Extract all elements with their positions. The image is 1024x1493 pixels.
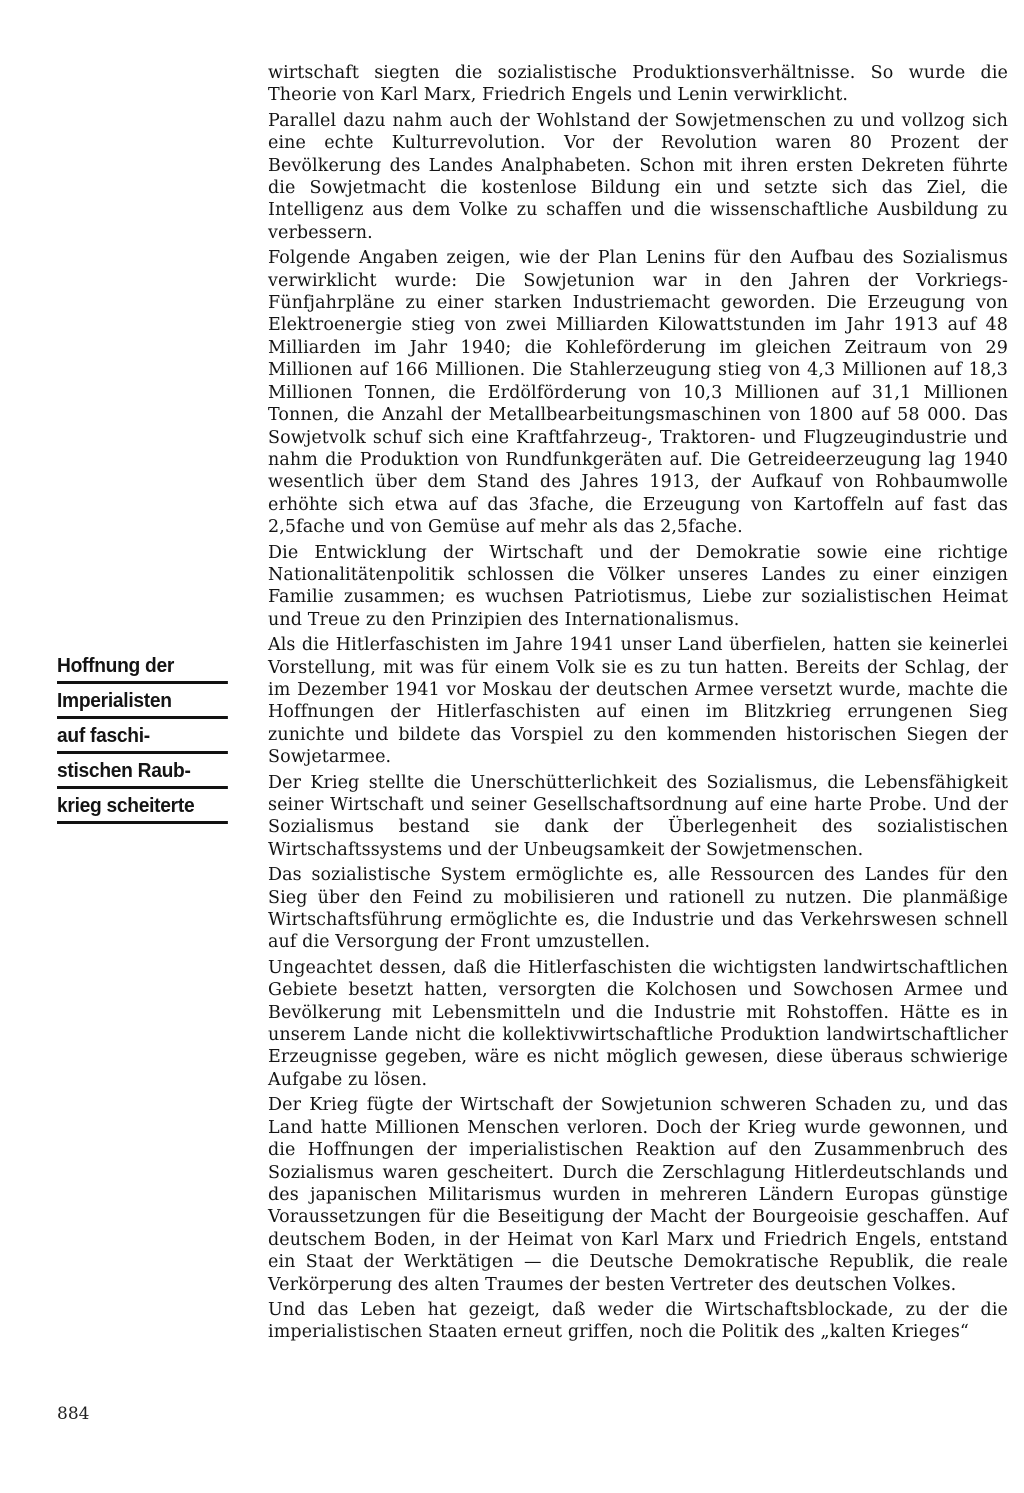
- body-paragraph: Der Krieg stellte die Unerschütterlichkeit des Sozialismus, die Lebensfähigkeit seiner Wirtschaft und seiner Gesellschaftsordnung auf eine harte Probe. Und der Sozialismus bestand sie dank der Überlegenheit des sozialistischen Wirtschaftssystems und der Unbeugsamkeit der Sowjetmenschen.: [268, 772, 1008, 860]
- margin-heading-line: Imperialisten: [57, 689, 228, 719]
- body-paragraph: wirtschaft siegten die sozialistische Produktionsverhältnisse. So wurde die Theorie von Karl Marx, Friedrich Engels und Lenin verwirklicht.: [268, 63, 1008, 106]
- page-number: 884: [57, 1404, 90, 1424]
- margin-heading-line: Hoffnung der: [57, 654, 228, 684]
- body-paragraph: Ungeachtet dessen, daß die Hitlerfaschisten die wichtigsten landwirtschaftlichen Gebiete besetzt hatten, versorgten die Kolchosen und Sowchosen Armee und Bevölkerung mit Lebensmitteln und die Industrie mit Rohstoffen. Hätte es in unserem Lande nicht die kollektivwirtschaftliche Produktion landwirtschaftlicher Erzeugnisse gegeben, wäre es nicht möglich gewesen, diese überaus schwierige Aufgabe zu lösen.: [268, 957, 1008, 1090]
- body-paragraph: Als die Hitlerfaschisten im Jahre 1941 unser Land überfielen, hatten sie keinerlei Vorstellung, mit was für einem Volk sie es zu tun hatten. Bereits der Schlag, der im Dezember 1941 vor Moskau der deutschen Armee versetzt wurde, machte die Hoffnungen der Hitlerfaschisten auf einen im Blitzkrieg errungenen Sieg zunichte und bildete das Vorspiel zu den kommenden historischen Siegen der Sowjetarmee.: [268, 635, 1008, 768]
- margin-heading-line: auf faschi-: [57, 724, 228, 754]
- body-text-column: [268, 62, 1008, 1347]
- margin-heading-line: krieg scheiterte: [57, 794, 228, 824]
- margin-heading-line: stischen Raub-: [57, 759, 228, 789]
- body-paragraph: Das sozialistische System ermöglichte es, alle Ressourcen des Landes für den Sieg über den Feind zu mobilisieren und rationell zu nutzen. Die planmäßige Wirtschaftsführung ermöglichte es, die Industrie und das Verkehrswesen schnell auf die Versorgung der Front umzustellen.: [268, 865, 1008, 953]
- body-paragraph: Und das Leben hat gezeigt, daß weder die Wirtschaftsblockade, zu der die imperialistischen Staaten erneut griffen, noch die Politik des „kalten Krieges“: [268, 1299, 1008, 1343]
- body-paragraph: Der Krieg fügte der Wirtschaft der Sowjetunion schweren Schaden zu, und das Land hatte Millionen Menschen verloren. Doch der Krieg wurde gewonnen, und die Hoffnungen der imperialistischen Reaktion auf den Zusammenbruch des Sozialismus waren gescheitert. Durch die Zerschlagung Hitlerdeutschlands und des japanischen Militarismus wurden in mehreren Ländern Europas günstige Voraussetzungen für die Beseitigung der Macht der Bourgeoisie geschaffen. Auf deutschem Boden, in der Heimat von Karl Marx und Friedrich Engels, entstand ein Staat der Werktätigen — die Deutsche Demokratische Republik, die reale Verkörperung des alten Traumes der besten Vertreter des deutschen Volkes.: [268, 1095, 1008, 1295]
- body-paragraph: Folgende Angaben zeigen, wie der Plan Lenins für den Aufbau des Sozialismus verwirklicht wurde: Die Sowjetunion war in den Jahren der Vorkriegs-Fünfjahrpläne zu einer starken Industriemacht geworden. Die Erzeugung von Elektroenergie stieg von zwei Milliarden Kilowattstunden im Jahr 1913 auf 48 Milliarden im Jahr 1940; die Kohleförderung im gleichen Zeitraum von 29 Millionen auf 166 Millionen. Die Stahlerzeugung stieg von 4,3 Millionen auf 18,3 Millionen Tonnen, die Erdölförderung von 10,3 Millionen auf 31,1 Millionen Tonnen, die Anzahl der Metallbearbeitungsmaschinen von 1800 auf 58 000. Das Sowjetvolk schuf sich eine Kraftfahrzeug-, Traktoren- und Flugzeugindustrie und nahm die Produktion von Rundfunkgeräten auf. Die Getreideerzeugung lag 1940 wesentlich über dem Stand des Jahres 1913, der Aufkauf von Rohbaumwolle erhöhte sich etwa auf das 3fache, die Erzeugung von Kartoffeln auf fast das 2,5fache und von Gemüse auf mehr als das 2,5fache.: [268, 248, 1008, 538]
- margin-heading: [57, 654, 235, 829]
- body-paragraph: Die Entwicklung der Wirtschaft und der Demokratie sowie eine richtige Nationalitätenpolitik schlossen die Völker unseres Landes zu einer einzigen Familie zusammen; es wuchsen Patriotismus, Liebe zur sozialistischen Heimat und Treue zu den Prinzipien des Internationalismus.: [268, 542, 1008, 630]
- body-paragraph: Parallel dazu nahm auch der Wohlstand der Sowjetmenschen zu und vollzog sich eine echte Kulturrevolution. Vor der Revolution waren 80 Prozent der Bevölkerung des Landes Analphabeten. Schon mit ihren ersten Dekreten führte die Sowjetmacht die kostenlose Bildung ein und setzte sich das Ziel, die Intelligenz aus dem Volke zu schaffen und die wissenschaftliche Ausbildung zu verbessern.: [268, 110, 1008, 243]
